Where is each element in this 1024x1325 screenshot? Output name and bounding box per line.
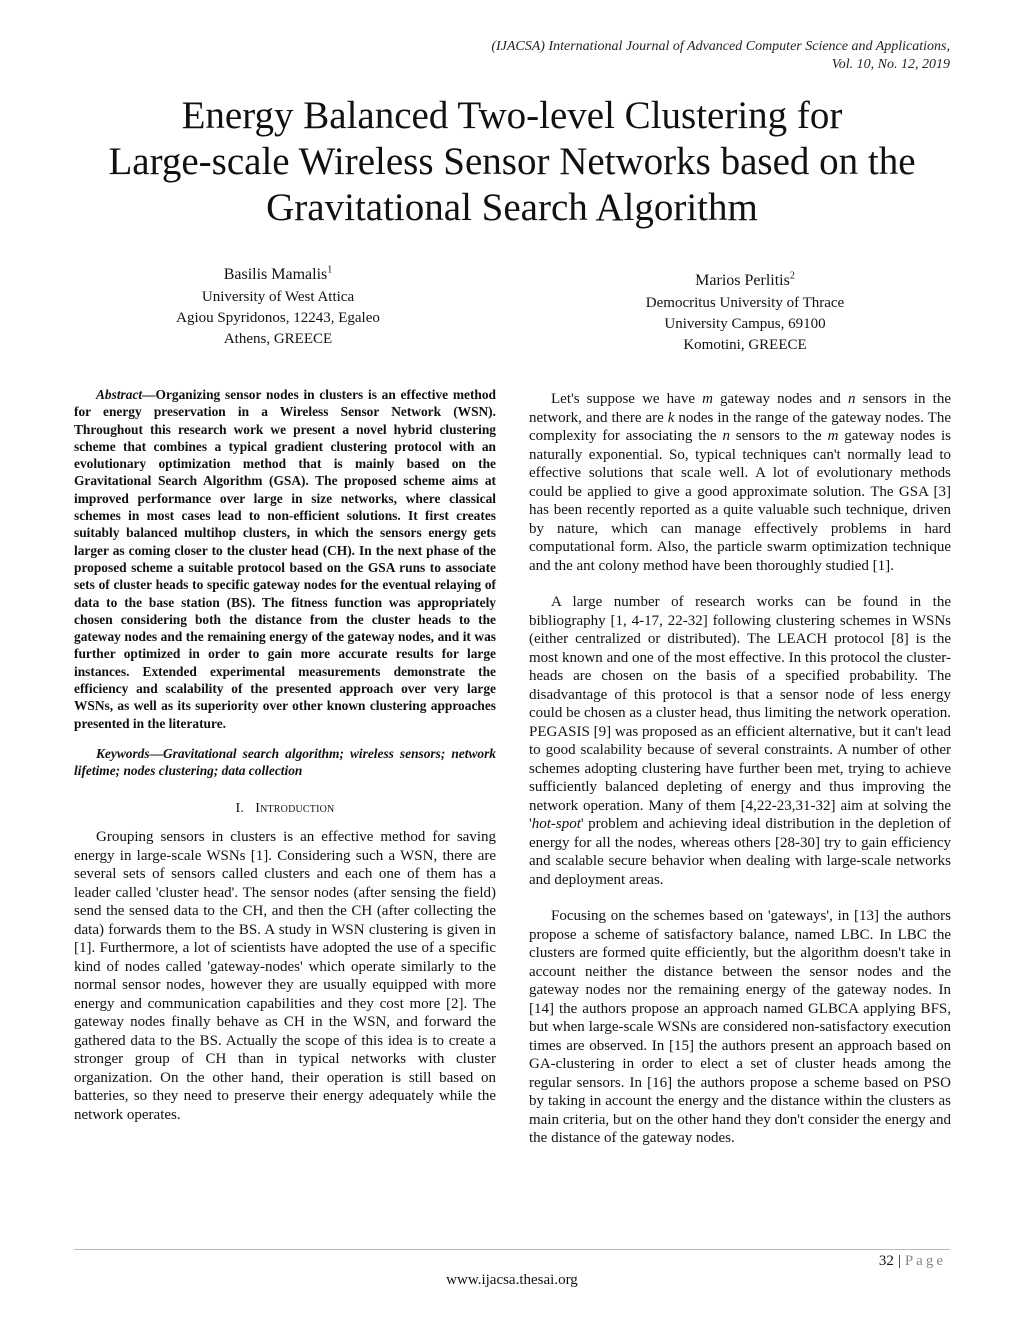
right-paragraph-1: Let's suppose we have m gateway nodes and n sensors in the network, and there are k nodes in the range of the gateway nodes. The complexity for associating the n sensors to the m gateway nodes is naturally exponential. So, typical techniques can't normally lead to effective solutions that scale well. A lot of evolutionary methods could be applied to give a good approximate solution. The GSA [3] has been recently reported as a quite valuable such technique, driven by nature, which can manage effectively problems in hard computational form. Also, the particle swarm optimization technique and the ant colony method have been thoroughly studied [1]. bbox=[529, 391, 952, 574]
author-affiliation-1c: Athens, GREECE bbox=[223, 331, 333, 347]
abstract-lead: Abstract bbox=[96, 387, 143, 402]
title-line-3: Gravitational Search Algorithm bbox=[266, 186, 758, 229]
author-affiliation-1a: University of West Attica bbox=[201, 289, 355, 305]
right-paragraph-3: Focusing on the schemes based on 'gateways', in [13] the authors propose a scheme of satisfactory balance, named LBC. In LBC the clusters are formed quite efficiently, but the algorithm doesn't take in account neither the distance between the sensor nodes and the gateway nodes nor the remaining energy of the gateway nodes. In [14] the authors propose an approach named GLBCA applying BFS, but when large-scale WSNs are considered non-satisfactory execution times are observed. In [15] the authors present an approach based on GA-clustering in order to elect a set of cluster heads among the regular sensors. In [16] the authors propose a scheme based on PSO by taking in account the energy and the distance within the clusters as main criteria, but on the other hand they don't consider the energy and the distance of the gateway nodes. bbox=[529, 908, 951, 1146]
section-heading-introduction: I. Introduction bbox=[235, 800, 335, 816]
author-affiliation-1b: Agiou Spyridonos, 12243, Egaleo bbox=[176, 310, 380, 326]
keywords: Keywords—Gravitational search algorithm; wireless sensors; network lifetime; nodes clustering; data collection bbox=[74, 745, 496, 779]
page-number: 32 | Page bbox=[878, 1253, 946, 1269]
title-line-2: Large-scale Wireless Sensor Networks based on the bbox=[108, 140, 916, 183]
author-superscript-2: 2 bbox=[789, 270, 795, 282]
title-line-1: Energy Balanced Two-level Clustering for bbox=[181, 94, 843, 137]
abstract-text: —Organizing sensor nodes in clusters is an effective method for energy preservation in a Wireless Sensor Network (WSN). Throughout this research work we present a novel hybrid clustering scheme that combines a typical gradient clustering protocol with an evolutionary optimization method that is mainly based on the Gravitational Search Algorithm (GSA). The proposed scheme aims at improved performance over large in size networks, where classical schemes in most cases lead to non-efficient solutions. It first creates suitably balanced multihop clusters, in which the sensors energy gets larger as coming closer to the cluster head (CH). In the next phase of the proposed scheme a suitable protocol based on the GSA runs to associate sets of cluster heads to specific gateway nodes for the eventual relaying of data to the base station (BS). The fitness function was appropriately chosen considering both the distance from the cluster heads to the gateway nodes and the remaining energy of the gateway nodes, and it was further optimized in order to gain more accurate results for large instances. Extended experimental measurements demonstrate the efficiency and scalability of the presented approach over very large WSNs, as well as its superiority over other known clustering approaches presented in the literature. bbox=[74, 387, 496, 731]
author-block-1 bbox=[118, 264, 438, 350]
journal-volume: Vol. 10, No. 12, 2019 bbox=[831, 57, 950, 72]
intro-paragraph: Grouping sensors in clusters is an effective method for saving energy in large-scale WSNs [1]. Considering such a WSN, there are several sets of sensors called clusters and each one of them has a leader called 'cluster head'. The sensor nodes (after sensing the field) send the sensed data to the CH, and then the CH (after collecting the data) forwards them to the BS. A study in WSN clustering is given in [1]. Furthermore, a lot of scientists have adopted the use of a specific kind of nodes called 'gateway-nodes' which operate similarly to the normal sensor nodes, however they are usually equipped with more energy and communication capabilities and they cost more [2]. The gateway nodes finally behave as CH in the WSN, and forward the gathered data to the BS. Actually the scope of this idea is to create a stronger group of CH than in typical networks with cluster organization. On the other hand, their operation is still based on batteries, so they need to preserve their energy adequately while the network operates. bbox=[74, 829, 496, 1123]
author-affiliation-2c: Komotini, GREECE bbox=[683, 337, 807, 353]
journal-header bbox=[491, 38, 950, 74]
right-column bbox=[529, 390, 951, 1148]
author-affiliation-2b: University Campus, 69100 bbox=[664, 316, 826, 332]
journal-name: (IJACSA) International Journal of Advanced Computer Science and Applications, bbox=[491, 39, 950, 54]
author-name-2: Marios Perlitis$^2$ bbox=[695, 270, 795, 289]
paper-title bbox=[40, 93, 984, 231]
author-block-2 bbox=[585, 270, 905, 356]
left-column bbox=[74, 386, 496, 1124]
author-superscript-1: 1 bbox=[327, 264, 333, 276]
footer-divider bbox=[74, 1249, 950, 1250]
right-paragraph-2: A large number of research works can be found in the bibliography [1, 4-17, 22-32] following clustering schemes in WSNs (either centralized or distributed). The LEACH protocol [8] is the most known and one of the most effective. In this protocol the cluster-heads are chosen on the basis of a specified probability. The disadvantage of this protocol is that a sensor node of less energy could be chosen as a cluster head, thus limiting the network operation. PEGASIS [9] was proposed as an efficient alternative, but it can't lead to good scalability because of several constraints. A number of other schemes adopting clustering have further been met, trying to achieve sufficiently balanced depleting of energy and thus improving the network operation. Many of them [4,22-23,31-32] aim at solving the 'hot-spot' problem and achieving ideal distribution in the depletion of energy for all the nodes, whereas others [28-30] try to gain efficiency and scalable secure behavior when dealing with large-scale networks and deployment areas. bbox=[529, 594, 951, 888]
footer-website: www.ijacsa.thesai.org bbox=[446, 1272, 578, 1288]
author-name-1: Basilis Mamalis$^1$ bbox=[223, 264, 333, 283]
abstract bbox=[74, 386, 496, 732]
author-affiliation-2a: Democritus University of Thrace bbox=[645, 295, 845, 311]
